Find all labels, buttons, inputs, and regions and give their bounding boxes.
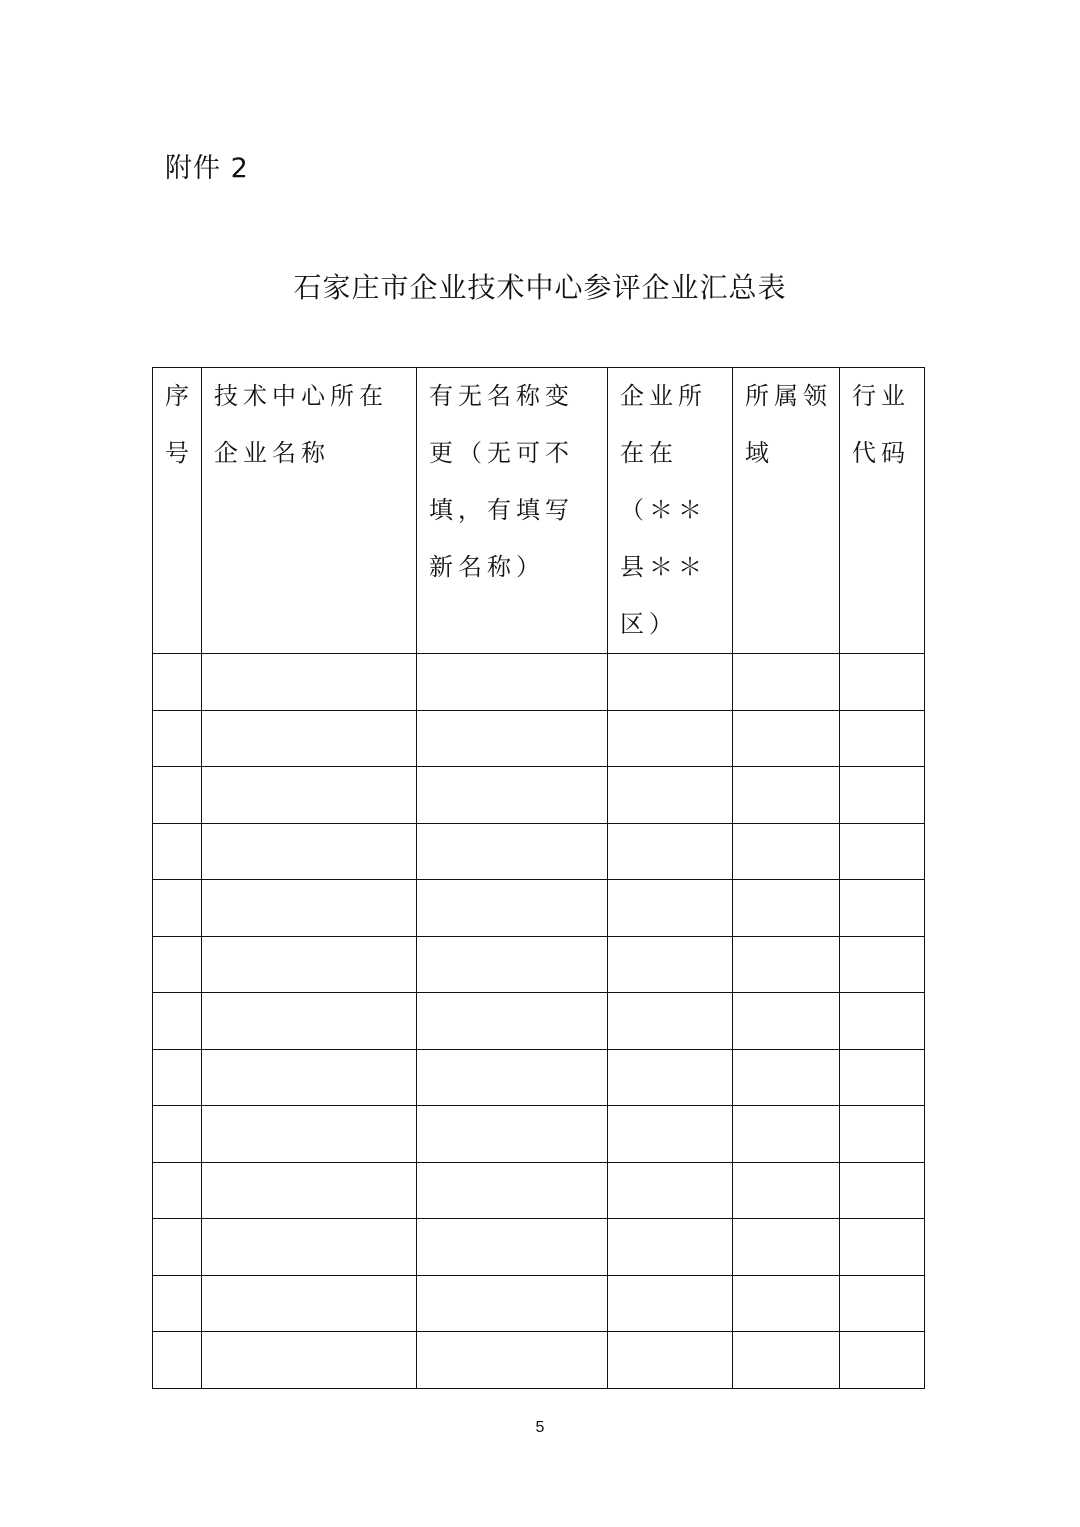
cell-field[interactable] (733, 1275, 840, 1332)
page-number: 5 (535, 1419, 545, 1436)
cell-name-change[interactable] (417, 1219, 608, 1276)
table-row (153, 880, 925, 937)
table-row (153, 1219, 925, 1276)
table-row (153, 1162, 925, 1219)
cell-company-name[interactable] (202, 1219, 417, 1276)
cell-industry-code[interactable] (840, 710, 925, 767)
cell-serial-number[interactable] (153, 1106, 202, 1163)
table-row (153, 1332, 925, 1389)
cell-location[interactable] (608, 936, 733, 993)
cell-company-name[interactable] (202, 880, 417, 937)
cell-location[interactable] (608, 1106, 733, 1163)
cell-serial-number[interactable] (153, 880, 202, 937)
cell-industry-code[interactable] (840, 767, 925, 824)
cell-name-change[interactable] (417, 1106, 608, 1163)
cell-location[interactable] (608, 1275, 733, 1332)
cell-industry-code[interactable] (840, 1219, 925, 1276)
cell-name-change[interactable] (417, 1275, 608, 1332)
cell-name-change[interactable] (417, 880, 608, 937)
header-company-name: 技术中心所在企业名称 (202, 368, 417, 654)
cell-industry-code[interactable] (840, 1106, 925, 1163)
cell-company-name[interactable] (202, 993, 417, 1050)
cell-industry-code[interactable] (840, 993, 925, 1050)
cell-field[interactable] (733, 654, 840, 711)
cell-company-name[interactable] (202, 1162, 417, 1219)
cell-company-name[interactable] (202, 1106, 417, 1163)
cell-company-name[interactable] (202, 936, 417, 993)
table-row (153, 767, 925, 824)
cell-serial-number[interactable] (153, 654, 202, 711)
cell-serial-number[interactable] (153, 1219, 202, 1276)
cell-name-change[interactable] (417, 654, 608, 711)
table-header-row (153, 368, 925, 654)
cell-field[interactable] (733, 767, 840, 824)
table-row (153, 993, 925, 1050)
header-serial-number: 序号 (153, 368, 202, 654)
cell-name-change[interactable] (417, 1162, 608, 1219)
summary-table (152, 367, 925, 1389)
cell-industry-code[interactable] (840, 1332, 925, 1389)
cell-name-change[interactable] (417, 823, 608, 880)
cell-location[interactable] (608, 880, 733, 937)
cell-location[interactable] (608, 1332, 733, 1389)
table-row (153, 710, 925, 767)
cell-location[interactable] (608, 767, 733, 824)
cell-location[interactable] (608, 823, 733, 880)
cell-company-name[interactable] (202, 1275, 417, 1332)
attachment-label: 附件 2 (165, 153, 249, 184)
cell-field[interactable] (733, 1106, 840, 1163)
cell-industry-code[interactable] (840, 936, 925, 993)
cell-field[interactable] (733, 1332, 840, 1389)
cell-field[interactable] (733, 1049, 840, 1106)
cell-location[interactable] (608, 1162, 733, 1219)
cell-name-change[interactable] (417, 936, 608, 993)
cell-field[interactable] (733, 936, 840, 993)
cell-name-change[interactable] (417, 1332, 608, 1389)
cell-serial-number[interactable] (153, 1332, 202, 1389)
cell-serial-number[interactable] (153, 1275, 202, 1332)
cell-location[interactable] (608, 710, 733, 767)
cell-company-name[interactable] (202, 1049, 417, 1106)
cell-industry-code[interactable] (840, 823, 925, 880)
cell-industry-code[interactable] (840, 1049, 925, 1106)
cell-location[interactable] (608, 1049, 733, 1106)
cell-company-name[interactable] (202, 823, 417, 880)
cell-name-change[interactable] (417, 1049, 608, 1106)
table-row (153, 1275, 925, 1332)
cell-location[interactable] (608, 1219, 733, 1276)
table-row (153, 1049, 925, 1106)
cell-industry-code[interactable] (840, 1162, 925, 1219)
cell-serial-number[interactable] (153, 767, 202, 824)
cell-field[interactable] (733, 710, 840, 767)
header-industry-code: 行业代码 (840, 368, 925, 654)
cell-industry-code[interactable] (840, 654, 925, 711)
cell-serial-number[interactable] (153, 936, 202, 993)
cell-company-name[interactable] (202, 767, 417, 824)
table-row (153, 823, 925, 880)
table-row (153, 1106, 925, 1163)
cell-serial-number[interactable] (153, 1049, 202, 1106)
cell-industry-code[interactable] (840, 880, 925, 937)
cell-name-change[interactable] (417, 767, 608, 824)
cell-company-name[interactable] (202, 1332, 417, 1389)
cell-name-change[interactable] (417, 710, 608, 767)
cell-company-name[interactable] (202, 710, 417, 767)
cell-field[interactable] (733, 1162, 840, 1219)
cell-field[interactable] (733, 823, 840, 880)
table-row (153, 936, 925, 993)
cell-serial-number[interactable] (153, 1162, 202, 1219)
cell-serial-number[interactable] (153, 993, 202, 1050)
cell-company-name[interactable] (202, 654, 417, 711)
cell-location[interactable] (608, 654, 733, 711)
cell-field[interactable] (733, 880, 840, 937)
cell-serial-number[interactable] (153, 823, 202, 880)
cell-location[interactable] (608, 993, 733, 1050)
cell-field[interactable] (733, 1219, 840, 1276)
header-location: 企业所在在（＊＊县＊＊区） (608, 368, 733, 654)
cell-field[interactable] (733, 993, 840, 1050)
cell-name-change[interactable] (417, 993, 608, 1050)
document-title: 石家庄市企业技术中心参评企业汇总表 (293, 271, 787, 304)
cell-serial-number[interactable] (153, 710, 202, 767)
header-field: 所属领域 (733, 368, 840, 654)
header-name-change: 有无名称变更（无可不填，有填写新名称） (417, 368, 608, 654)
table-body (153, 654, 925, 1389)
cell-industry-code[interactable] (840, 1275, 925, 1332)
table-row (153, 654, 925, 711)
